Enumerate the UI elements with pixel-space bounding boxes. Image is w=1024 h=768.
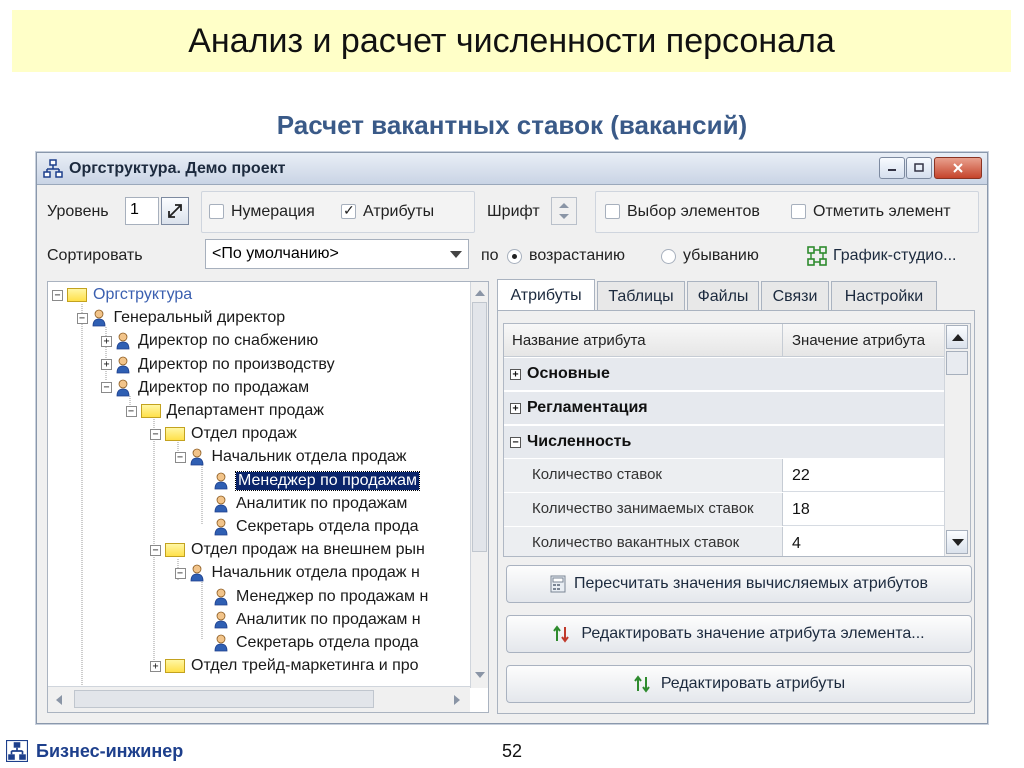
group-row-headcount[interactable] xyxy=(504,426,944,459)
tree-node-label: Директор по снабжению xyxy=(138,332,319,350)
group-label: Численность xyxy=(527,433,632,450)
tree-node[interactable] xyxy=(52,284,192,306)
tree-node[interactable] xyxy=(199,632,419,654)
attribute-name: Количество занимаемых ставок xyxy=(504,493,783,526)
tab-links[interactable]: Связи xyxy=(761,281,829,311)
chart-studio-button[interactable] xyxy=(807,241,979,271)
person-icon xyxy=(214,495,228,513)
collapse-icon[interactable]: − xyxy=(52,290,63,301)
font-size-spinner[interactable] xyxy=(551,197,577,225)
page-number: 52 xyxy=(501,741,523,761)
splitter-handle[interactable] xyxy=(489,281,497,713)
tree-node-label: Начальник отдела продаж xyxy=(211,448,407,466)
person-icon xyxy=(116,332,130,350)
tree-node[interactable] xyxy=(199,586,428,608)
tree-node[interactable] xyxy=(150,655,419,677)
collapse-icon[interactable]: − xyxy=(126,406,137,417)
ascending-radio[interactable] xyxy=(507,249,522,264)
tree-node[interactable] xyxy=(101,377,309,399)
folder-icon xyxy=(165,543,185,557)
select-elements-checkbox[interactable] xyxy=(605,204,620,219)
arrows-expand-icon xyxy=(166,202,184,220)
edit-attribute-value-button[interactable] xyxy=(506,615,972,653)
recalculate-label: Пересчитать значения вычисляемых атрибутов xyxy=(573,575,929,592)
numbering-checkbox[interactable] xyxy=(209,204,224,219)
business-engineer-logo-icon xyxy=(6,740,28,762)
footer-brand: Бизнес-инжинер xyxy=(36,741,184,761)
edit-attribute-value-label: Редактировать значение атрибута элемента... xyxy=(581,625,925,642)
folder-icon xyxy=(165,427,185,441)
tree-node[interactable] xyxy=(150,539,425,561)
person-icon xyxy=(116,379,130,397)
tab-settings[interactable]: Настройки xyxy=(831,281,937,311)
tree-node-label: Департамент продаж xyxy=(166,402,324,419)
tree-node[interactable] xyxy=(101,330,318,352)
tab-attributes[interactable]: Атрибуты xyxy=(497,279,595,311)
tree-node[interactable] xyxy=(175,446,407,468)
app-window xyxy=(36,152,988,724)
person-icon xyxy=(214,611,228,629)
person-icon xyxy=(190,564,204,582)
level-label: Уровень xyxy=(47,203,109,220)
chart-studio-icon xyxy=(807,246,827,266)
person-icon xyxy=(214,634,228,652)
expand-icon: + xyxy=(510,403,521,414)
expand-icon[interactable]: + xyxy=(101,359,112,370)
attributes-checkbox[interactable] xyxy=(341,204,356,219)
tree-horizontal-scrollbar[interactable] xyxy=(48,686,470,712)
tree-node-label: Аналитик по продажам xyxy=(236,494,408,512)
column-header-value[interactable]: Значение атрибута xyxy=(792,332,926,349)
column-separator[interactable] xyxy=(782,324,783,357)
scroll-up-arrow-icon xyxy=(947,326,969,348)
chevron-down-icon xyxy=(450,251,462,258)
spinner-arrows-icon xyxy=(552,198,576,224)
tab-files[interactable]: Файлы xyxy=(687,281,759,311)
attribute-value[interactable]: 4 xyxy=(792,535,801,552)
collapse-icon[interactable]: − xyxy=(101,382,112,393)
attribute-value[interactable]: 22 xyxy=(792,467,810,484)
tree-node[interactable] xyxy=(199,516,419,538)
grid-scroll-up-button[interactable] xyxy=(946,325,968,349)
tree-node-label: Директор по производству xyxy=(138,355,335,373)
minimize-button[interactable] xyxy=(879,157,905,179)
expand-icon[interactable]: + xyxy=(150,661,161,672)
column-header-name[interactable]: Название атрибута xyxy=(512,332,646,349)
attribute-name: Количество ставок xyxy=(504,459,783,492)
descending-label: убыванию xyxy=(683,247,759,264)
expand-icon[interactable]: + xyxy=(101,336,112,347)
slide-title-bar xyxy=(12,10,1011,72)
group-row-main[interactable] xyxy=(504,358,944,391)
tree-node[interactable] xyxy=(150,423,297,445)
scroll-down-arrow-icon xyxy=(471,666,489,684)
scroll-up-arrow-icon xyxy=(471,284,489,302)
tree-node-label: Секретарь отдела прода xyxy=(236,634,419,651)
level-input[interactable]: 1 xyxy=(125,197,159,225)
slide-subtitle: Расчет вакантных ставок (вакансий) xyxy=(276,110,748,140)
mark-element-checkbox[interactable] xyxy=(791,204,806,219)
select-elements-label: Выбор элементов xyxy=(627,203,760,220)
collapse-icon: − xyxy=(510,437,521,448)
org-tree-panel[interactable] xyxy=(47,281,489,713)
level-apply-button[interactable] xyxy=(161,197,189,225)
slide-title: Анализ и расчет численности персонала xyxy=(188,21,835,60)
person-icon xyxy=(190,448,204,466)
tab-tables[interactable]: Таблицы xyxy=(597,281,685,311)
grid-header xyxy=(504,324,944,357)
collapse-icon[interactable]: − xyxy=(175,568,186,579)
tree-scroll-thumb[interactable] xyxy=(472,302,487,552)
tree-node[interactable] xyxy=(175,562,420,584)
collapse-icon[interactable]: − xyxy=(175,452,186,463)
folder-icon xyxy=(67,288,87,302)
tree-node-label: Секретарь отдела прода xyxy=(236,518,419,535)
tree-node-label: Менеджер по продажам xyxy=(238,471,418,489)
grid-scroll-thumb[interactable] xyxy=(946,351,968,375)
folder-icon xyxy=(141,404,161,418)
person-icon xyxy=(116,356,130,374)
chart-studio-label: График-студио... xyxy=(833,247,957,264)
grid-scroll-down-button[interactable] xyxy=(946,530,968,554)
tree-hscroll-thumb[interactable] xyxy=(74,690,374,708)
tree-node-label: Аналитик по продажам н xyxy=(236,610,421,628)
attributes-tab-content xyxy=(497,310,975,714)
collapse-icon[interactable]: − xyxy=(77,313,88,324)
font-label: Шрифт xyxy=(487,203,540,220)
attributes-grid[interactable] xyxy=(503,323,971,557)
group-label: Основные xyxy=(527,365,610,382)
numbering-label: Нумерация xyxy=(231,203,315,220)
minimize-icon xyxy=(886,163,898,173)
tree-node[interactable] xyxy=(126,400,324,422)
sort-arrows-icon xyxy=(633,675,653,693)
attribute-row[interactable] xyxy=(504,493,944,526)
edit-value-arrows-icon xyxy=(553,625,573,643)
tree-vertical-scrollbar[interactable] xyxy=(470,282,488,688)
group-row-regulation[interactable] xyxy=(504,392,944,425)
person-icon xyxy=(214,588,228,606)
window-titlebar[interactable] xyxy=(37,153,987,185)
tree-node[interactable] xyxy=(101,354,335,376)
tree-node-label: Начальник отдела продаж н xyxy=(211,564,420,582)
attribute-row[interactable] xyxy=(504,527,944,557)
expand-icon: + xyxy=(510,369,521,380)
tree-node-label: Генеральный директор xyxy=(113,309,286,327)
tree-node-label: Отдел трейд-маркетинга и про xyxy=(191,657,419,675)
person-icon xyxy=(92,309,106,327)
scroll-right-arrow-icon xyxy=(448,691,466,709)
grid-vertical-scrollbar[interactable] xyxy=(944,324,970,556)
attribute-row[interactable] xyxy=(504,459,944,492)
tree-node[interactable] xyxy=(77,307,286,329)
recalculate-button[interactable] xyxy=(506,565,972,603)
attributes-label: Атрибуты xyxy=(363,203,435,220)
maximize-icon xyxy=(913,163,925,173)
sort-select-value: <По умолчанию> xyxy=(212,245,339,262)
person-icon xyxy=(214,518,228,536)
org-structure-icon xyxy=(43,159,63,179)
sort-select[interactable] xyxy=(205,239,469,269)
tree-node[interactable] xyxy=(199,470,419,492)
attribute-value[interactable]: 18 xyxy=(792,501,810,518)
edit-attributes-button[interactable] xyxy=(506,665,972,703)
tree-node[interactable] xyxy=(199,493,407,515)
ascending-label: возрастанию xyxy=(529,247,625,264)
sort-label: Сортировать xyxy=(47,247,143,264)
close-button[interactable] xyxy=(934,157,982,179)
person-icon xyxy=(214,472,228,490)
descending-radio[interactable] xyxy=(661,249,676,264)
calculator-icon xyxy=(550,575,566,593)
tree-node-label: Отдел продаж xyxy=(191,425,297,443)
collapse-icon[interactable]: − xyxy=(150,545,161,556)
maximize-button[interactable] xyxy=(906,157,932,179)
edit-attributes-label: Редактировать атрибуты xyxy=(660,675,846,692)
tree-node-label: Оргструктура xyxy=(93,286,193,303)
tree-node[interactable] xyxy=(199,609,421,631)
close-icon xyxy=(952,162,964,174)
sort-by-label: по xyxy=(481,247,499,264)
mark-element-label: Отметить элемент xyxy=(813,203,951,220)
folder-icon xyxy=(165,659,185,673)
scroll-left-arrow-icon xyxy=(50,691,68,709)
collapse-icon[interactable]: − xyxy=(150,429,161,440)
window-title: Оргструктура. Демо проект xyxy=(69,160,286,177)
tree-node-label: Директор по продажам xyxy=(138,378,310,396)
tree-node-label: Менеджер по продажам н xyxy=(236,587,429,605)
attribute-name: Количество вакантных ставок xyxy=(504,527,783,557)
group-label: Регламентация xyxy=(527,399,648,416)
scroll-down-arrow-icon xyxy=(947,531,969,553)
tree-node-label: Отдел продаж на внешнем рын xyxy=(191,541,425,559)
